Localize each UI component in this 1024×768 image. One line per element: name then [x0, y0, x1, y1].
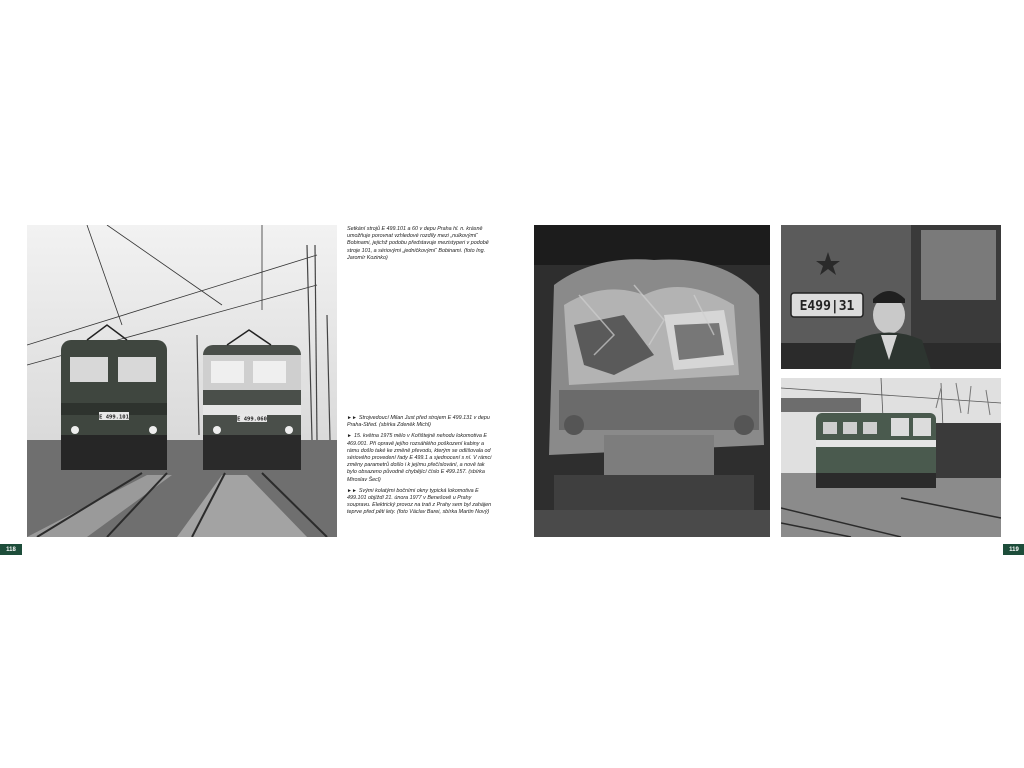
caption-top-text: Setkání strojů E 499.101 a 60 v depu Praha hl. n. krásně umožňuje porovnat vzhledové rozdíly mezi „nulkovými“ Bobinami, jejichž podobu představuje mezistyperi v podobě stroje 101, a sériovými „jedničkovými“ Bobinami. (foto Ing. Jaromír Kozinko) [347, 226, 489, 261]
photo-driver [781, 225, 1001, 369]
page-number-left: 118 [0, 544, 22, 555]
caption-top [347, 226, 495, 266]
driver-photo-plate: E499|31 [799, 299, 855, 314]
photo-benesov-locomotive [781, 378, 1001, 537]
page-number-right: 119 [1003, 544, 1024, 555]
right-loco-plate: E 499.060 [237, 416, 267, 423]
caption-wreck: ► 15. května 1975 mělo v Kořištejně nehodu lokomotiva E 469.001. Při opravě jejího rozsáhlého poškození kabiny a rámu došlo také ke změně převodu, kterým se odlišovala od sériového provedení řady E 499.1 a sjednocení s ní. V rámci změny parametrů došlo i k jejímu přečíslování, a nově tak bylo obsazeno původně chybějící číslo E 499.157. (sbírka Miroslav Šecl) [347, 433, 492, 483]
arrow-right-icon: ► [347, 433, 352, 440]
photo-two-locomotives [27, 225, 337, 537]
arrow-right-icon: ►► [347, 415, 357, 421]
caption-block-lower [347, 415, 495, 521]
caption-benesov: ►► Svými kolatými bočními okny typická lokomotiva E 499.101 objíždí 21. února 1977 v Benešově u Prahy soupravu. Elektrický provoz na trati z Prahy sem byl zahájen teprve před pěti lety. (foto Václav Barei, sbírka Martin Nový) [347, 487, 492, 516]
arrow-right-icon: ►► [347, 487, 357, 494]
left-loco-plate: E 499.101 [99, 414, 129, 421]
photo-wrecked-locomotive [534, 225, 770, 537]
caption-driver: ►► Strojvedoucí Milan Just před strojem E 499.131 v depu Praha-Střed. (sbírka Zdeněk Michl) [347, 415, 490, 429]
